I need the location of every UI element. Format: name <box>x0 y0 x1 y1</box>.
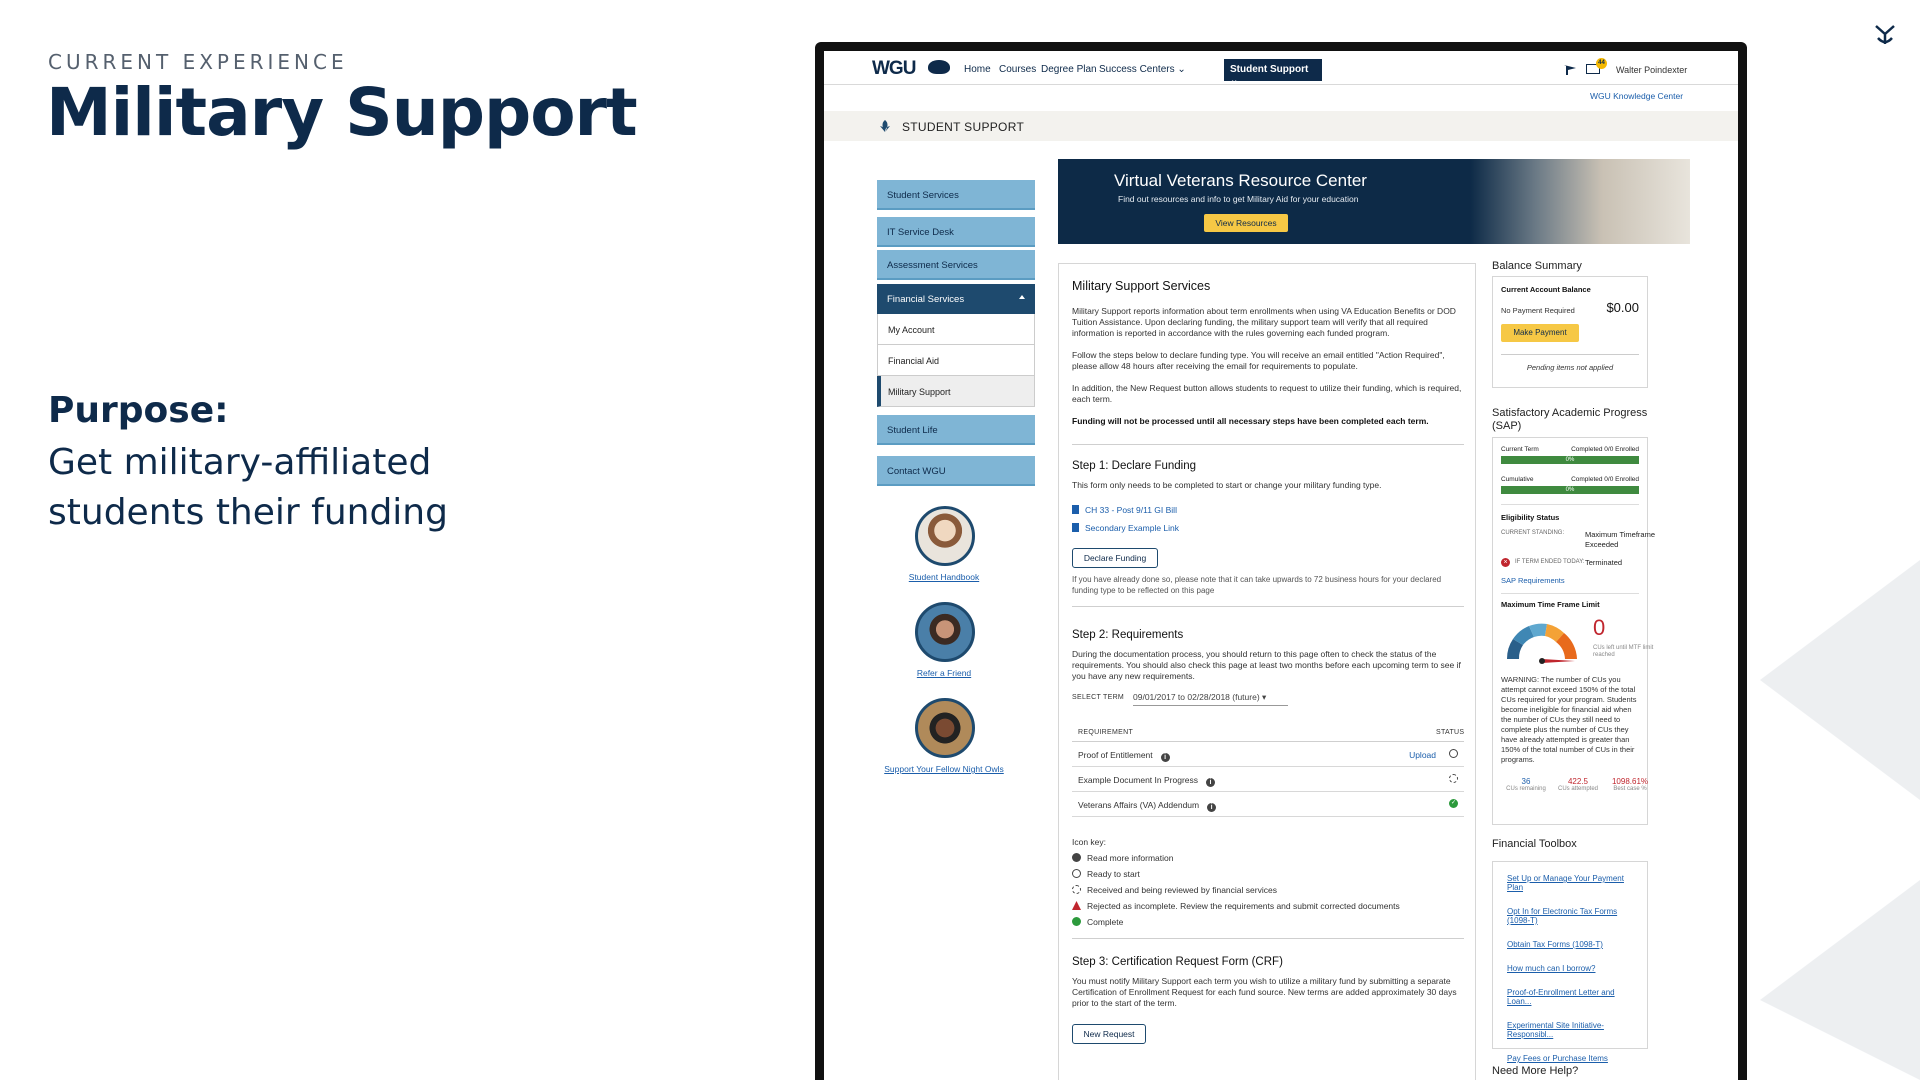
night-owls-avatar[interactable] <box>915 698 975 758</box>
current-term-completed: Completed 0/0 Enrolled <box>1571 446 1639 453</box>
new-request-button[interactable]: New Request <box>1072 1024 1146 1044</box>
sidebar-sub-military-support[interactable]: Military Support <box>877 376 1035 407</box>
mtf-value: 0 <box>1593 615 1606 640</box>
nav-courses[interactable]: Courses <box>999 64 1037 75</box>
eligibility-title: Eligibility Status <box>1501 513 1560 522</box>
flag-icon[interactable] <box>1564 65 1576 75</box>
toolbox-link-borrow[interactable]: How much can I borrow? <box>1507 964 1596 973</box>
soldier-photo <box>1470 159 1690 244</box>
stat-cus-attempted <box>1553 777 1603 792</box>
stat-label: CUs remaining <box>1506 786 1546 792</box>
step3-title: Step 3: Certification Request Form (CRF) <box>1072 956 1283 968</box>
divider <box>1072 606 1464 607</box>
toolbox-link-proof-of-enrollment[interactable]: Proof-of-Enrollment Letter and Loan... <box>1507 988 1615 1006</box>
icon-key-label: Icon key: <box>1072 837 1107 847</box>
nav-degree-plan[interactable]: Degree Plan <box>1041 64 1097 75</box>
view-resources-button[interactable]: View Resources <box>1204 214 1288 232</box>
ch33-link-label: CH 33 - Post 9/11 GI Bill <box>1085 505 1177 515</box>
balance-card <box>1492 276 1648 388</box>
refer-a-friend-link[interactable]: Refer a Friend <box>916 668 972 678</box>
sidebar-item-student-life[interactable]: Student Life <box>877 415 1035 445</box>
screenshot-screen <box>824 51 1738 1080</box>
wgu-owl-logo-icon <box>1872 22 1898 48</box>
mtf-warning: WARNING: The number of CUs you attempt cannot exceed 150% of the total CUs required for your program. Students become ineligible for financial aid when the number of CUs they still need to complete plus the number of CUs they have already attempted is greater than 150% of the total number of CUs in their programs. <box>1501 675 1637 764</box>
divider <box>1501 504 1639 505</box>
table-row <box>1072 767 1464 792</box>
divider <box>1501 593 1639 594</box>
sap-requirements-link[interactable]: SAP Requirements <box>1501 576 1565 585</box>
section-bar <box>824 111 1738 141</box>
icon-key-item <box>1072 853 1173 863</box>
icon-key-text: Rejected as incomplete. Review the requirements and submit corrected documents <box>1087 901 1400 911</box>
in-review-icon <box>1072 885 1081 894</box>
icon-key-text: Received and being reviewed by financial services <box>1087 885 1277 895</box>
step2-text: During the documentation process, you should return to this page often to check the status of the requirements. You should also check this page at least two months before each upcoming term to see if you have any new requirements. <box>1072 649 1461 681</box>
refer-a-friend-avatar[interactable] <box>915 602 975 662</box>
stat-value: 36 <box>1521 777 1531 786</box>
need-more-help-title: Need More Help? <box>1492 1065 1579 1077</box>
intro-paragraph-1: Military Support reports information about term enrollments when using VA Education Benefits or DOD Tuition Assistance. Upon declaring funding, the military support team will verify that all required information is reported in accordance with the rules governing each funded program. <box>1072 306 1456 338</box>
balance-summary-title: Balance Summary <box>1492 260 1582 272</box>
balance-amount: $0.00 <box>1606 300 1639 315</box>
current-term-progress: 0% <box>1501 456 1639 464</box>
in-review-icon <box>1449 774 1458 783</box>
stat-value: 422.5 <box>1567 777 1589 786</box>
balance-row <box>1501 300 1639 320</box>
declare-funding-button[interactable]: Declare Funding <box>1072 548 1158 568</box>
make-payment-button[interactable]: Make Payment <box>1501 324 1579 342</box>
if-ended-value: Terminated <box>1585 558 1623 567</box>
sidebar-item-contact-wgu[interactable]: Contact WGU <box>877 456 1035 486</box>
veterans-hero-banner <box>1058 159 1690 244</box>
requirement-name: Example Document In Progress <box>1078 775 1198 785</box>
icon-key-text: Read more information <box>1087 853 1174 863</box>
document-icon <box>1072 505 1079 514</box>
section-title: STUDENT SUPPORT <box>902 120 1025 134</box>
stat-value: 1098.61% <box>1611 777 1649 786</box>
cumulative-completed: Completed 0/0 Enrolled <box>1571 476 1639 483</box>
step3-text: You must notify Military Support each term you wish to utilize a military fund by submitting a separate Certification of Enrollment Request for each fund source. New terms are added approximately 30 days prior to the start of the term. <box>1072 976 1457 1008</box>
info-icon[interactable]: i <box>1207 803 1216 812</box>
student-handbook-avatar[interactable] <box>915 506 975 566</box>
divider <box>1072 938 1464 939</box>
if-ended-row <box>1501 558 1639 572</box>
stat-label: CUs attempted <box>1557 786 1599 792</box>
info-icon[interactable]: i <box>1161 753 1170 762</box>
ready-to-start-icon <box>1449 749 1458 758</box>
current-term-row <box>1501 446 1639 456</box>
stat-best-case <box>1605 777 1655 792</box>
requirement-column-header: REQUIREMENT <box>1078 729 1134 736</box>
document-icon <box>1072 523 1079 532</box>
sap-card <box>1492 437 1656 825</box>
purpose-heading: Purpose: <box>48 390 229 431</box>
balance-label: Current Account Balance <box>1501 285 1591 294</box>
current-term-label: Current Term <box>1501 446 1539 453</box>
mtf-title: Maximum Time Frame Limit <box>1501 600 1600 609</box>
toolbox-link-payment-plan[interactable]: Set Up or Manage Your Payment Plan <box>1507 874 1624 892</box>
sidebar-item-student-services[interactable]: Student Services <box>877 180 1035 210</box>
intro-paragraph-4 <box>1072 416 1462 427</box>
nav-success-centers[interactable]: Success Centers ⌄ <box>1099 64 1186 75</box>
ch33-link[interactable] <box>1072 505 1177 515</box>
warning-icon <box>1072 901 1081 910</box>
requirement-name: Veterans Affairs (VA) Addendum <box>1078 800 1200 810</box>
owl-logo-icon <box>928 60 950 74</box>
nav-home[interactable]: Home <box>964 64 991 75</box>
secondary-example-link[interactable] <box>1072 523 1179 533</box>
step1-title: Step 1: Declare Funding <box>1072 460 1197 472</box>
sidebar-item-label: Financial Services <box>887 294 965 305</box>
user-name[interactable]: Walter Poindexter <box>1616 65 1688 75</box>
mtf-caption: CUs left until MTF limit reached <box>1593 645 1654 658</box>
toolbox-link-electronic-tax-forms[interactable]: Opt In for Electronic Tax Forms (1098-T) <box>1507 907 1618 925</box>
wgu-logo[interactable]: WGU <box>872 58 916 79</box>
current-standing-label: CURRENT STANDING: <box>1501 530 1565 536</box>
complete-check-icon <box>1072 917 1081 926</box>
cumulative-label: Cumulative <box>1501 476 1534 483</box>
divider <box>1072 444 1464 445</box>
night-owls-link[interactable]: Support Your Fellow Night Owls <box>884 764 1004 774</box>
sidebar-sub-my-account[interactable]: My Account <box>877 314 1035 345</box>
if-ended-label: IF TERM ENDED TODAY: <box>1515 559 1585 565</box>
payment-status: No Payment Required <box>1501 306 1575 315</box>
secondary-link-label: Secondary Example Link <box>1085 523 1180 533</box>
mtf-gauge-row <box>1501 615 1654 671</box>
sidebar-item-financial-services[interactable] <box>877 284 1035 314</box>
purpose-text: Get military-affiliated students their funding <box>48 442 448 533</box>
sap-title: Satisfactory Academic Progress (SAP) <box>1492 407 1648 432</box>
toolbox-link-obtain-tax-forms[interactable]: Obtain Tax Forms (1098-T) <box>1507 940 1603 949</box>
background-chevron-icon <box>1720 560 1920 1080</box>
mail-count-badge: 44 <box>1596 58 1607 69</box>
intro-paragraph-3: In addition, the New Request button allows students to request to utilize their funding, which is required, each term. <box>1072 383 1462 404</box>
icon-key-item <box>1072 901 1400 911</box>
toolbox-link-experimental-site[interactable]: Experimental Site Initiative-Responsibl... <box>1507 1021 1604 1039</box>
funding-warning: Funding will not be processed until all necessary steps have been completed each term. <box>1072 416 1429 426</box>
leaf-icon <box>879 120 891 132</box>
step1-text: This form only needs to be completed to start or change your military funding type. <box>1072 480 1382 490</box>
military-support-panel <box>1058 263 1476 1080</box>
standing-row <box>1501 530 1656 556</box>
intro-paragraph-2: Follow the steps below to declare funding type. You will receive an email entitled "Action Required", please allow 48 hours after receiving the email for requirements to populate. <box>1072 350 1445 371</box>
icon-key-item <box>1072 885 1277 895</box>
cumulative-row <box>1501 476 1639 486</box>
top-navigation <box>824 51 1738 85</box>
knowledge-center-link[interactable]: WGU Knowledge Center <box>1590 91 1684 101</box>
sidebar-item-it-service-desk[interactable]: IT Service Desk <box>877 217 1035 247</box>
stat-cus-remaining <box>1501 777 1551 792</box>
icon-key-item <box>1072 917 1123 927</box>
select-term-label: SELECT TERM <box>1072 694 1125 701</box>
current-standing-value: Maximum Timeframe Exceeded <box>1585 530 1656 549</box>
icon-key-text: Ready to start <box>1087 869 1140 879</box>
sap-stats <box>1501 777 1649 799</box>
icon-key-item <box>1072 869 1140 879</box>
term-select[interactable]: 09/01/2017 to 02/28/2018 (future) ▾ <box>1133 692 1288 706</box>
ready-to-start-icon <box>1072 869 1081 878</box>
requirement-name: Proof of Entitlement <box>1078 750 1153 760</box>
step2-title: Step 2: Requirements <box>1072 629 1184 641</box>
financial-toolbox-title: Financial Toolbox <box>1492 838 1577 850</box>
error-x-icon: × <box>1501 558 1510 567</box>
panel-title: Military Support Services <box>1072 279 1211 293</box>
slide-title: Military Support <box>46 74 637 151</box>
toolbox-card <box>1492 861 1648 1063</box>
info-icon <box>1072 853 1081 862</box>
gauge-icon <box>1501 617 1583 665</box>
cumulative-progress: 0% <box>1501 486 1639 494</box>
upload-link[interactable]: Upload <box>1409 750 1436 760</box>
divider <box>1501 354 1639 355</box>
hero-subtitle: Find out resources and info to get Military Aid for your education <box>1118 194 1359 204</box>
make-payment-wrapper <box>1501 324 1639 342</box>
stat-label: Best case % <box>1613 786 1647 792</box>
table-row <box>1072 792 1464 817</box>
info-icon[interactable]: i <box>1206 778 1215 787</box>
sidebar-item-assessment-services[interactable]: Assessment Services <box>877 250 1035 280</box>
nav-student-support[interactable]: Student Support ⌄ <box>1224 59 1322 81</box>
status-column-header: STATUS <box>1436 729 1465 736</box>
step1-note: If you have already done so, please note that it can take upwards to 72 business hours for your declared funding type to be reflected on this page <box>1072 575 1442 595</box>
pending-note: Pending items not applied <box>1526 363 1614 372</box>
complete-check-icon: ✓ <box>1450 800 1457 806</box>
table-row <box>1072 742 1464 767</box>
student-handbook-link[interactable]: Student Handbook <box>908 572 980 582</box>
eyebrow-label: CURRENT EXPERIENCE <box>48 50 348 74</box>
sidebar-sub-financial-aid[interactable]: Financial Aid <box>877 345 1035 376</box>
chevron-up-icon <box>1019 295 1025 299</box>
toolbox-link-pay-fees[interactable]: Pay Fees or Purchase Items <box>1507 1054 1608 1063</box>
icon-key-text: Complete <box>1087 917 1124 927</box>
hero-title: Virtual Veterans Resource Center <box>1114 171 1367 190</box>
